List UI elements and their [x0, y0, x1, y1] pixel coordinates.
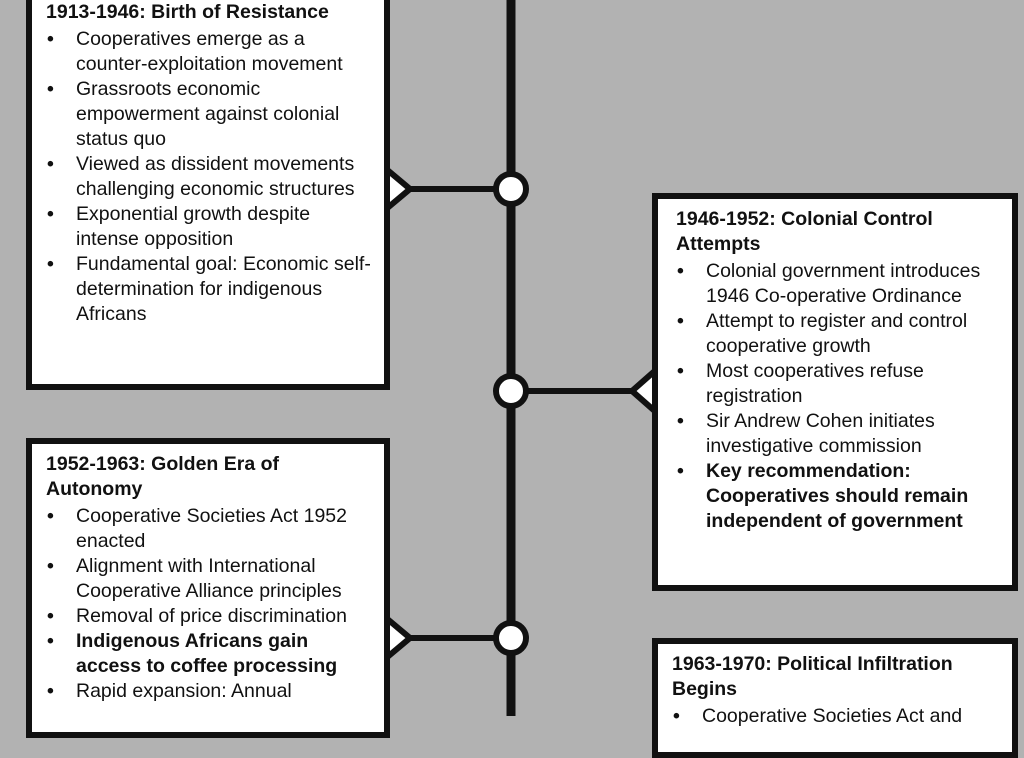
bullet-item: • Rapid expansion: Annual	[46, 679, 372, 704]
bullet-item: • Fundamental goal: Economic self-determination for indigenous Africans	[46, 252, 372, 327]
event-title: 1946-1952: Colonial Control Attempts	[676, 208, 933, 255]
connector-3	[385, 617, 526, 659]
event-card-1946-1952	[652, 193, 1018, 591]
event-title: 1952-1963: Golden Era of Autonomy	[46, 453, 280, 500]
event-bullets	[676, 259, 1000, 534]
event-card-1963-1970	[652, 638, 1018, 758]
event-bullets	[672, 704, 1000, 729]
bullet-item: • Exponential growth despite intense opposition	[46, 202, 372, 252]
event-bullets	[46, 27, 372, 327]
bullet-item: • Sir Andrew Cohen initiates investigative commission	[676, 409, 1000, 459]
bullet-item: • Removal of price discrimination	[46, 604, 372, 629]
event-card-1913-1946	[26, 0, 390, 390]
event-title: 1963-1970: Political Infiltration Begins	[672, 653, 953, 700]
bullet-item: • Cooperative Societies Act 1952 enacted	[46, 504, 372, 554]
timeline-node-1	[496, 174, 526, 204]
connector-1	[385, 168, 526, 210]
event-title: 1913-1946: Birth of Resistance	[46, 1, 329, 23]
bullet-item: • Most cooperatives refuse registration	[676, 359, 1000, 409]
bullet-item: • Colonial government introduces 1946 Co-operative Ordinance	[676, 259, 1000, 309]
bullet-item-coffee-processing: • Indigenous Africans gain access to coffee processing	[46, 629, 372, 679]
timeline-node-2	[496, 376, 526, 406]
connector-2	[496, 369, 657, 413]
bullet-item: • Cooperatives emerge as a counter-exploitation movement	[46, 27, 372, 77]
bullet-item: • Grassroots economic empowerment against colonial status quo	[46, 77, 372, 152]
bullet-item: • Alignment with International Cooperative Alliance principles	[46, 554, 372, 604]
bullet-item-key-recommendation: • Key recommendation: Cooperatives should remain independent of government	[676, 459, 1000, 534]
event-card-1952-1963	[26, 438, 390, 738]
event-bullets	[46, 504, 372, 704]
bullet-item: • Attempt to register and control cooperative growth	[676, 309, 1000, 359]
timeline-node-3	[496, 623, 526, 653]
bullet-item: • Cooperative Societies Act and	[672, 704, 1000, 729]
bullet-item: • Viewed as dissident movements challenging economic structures	[46, 152, 372, 202]
